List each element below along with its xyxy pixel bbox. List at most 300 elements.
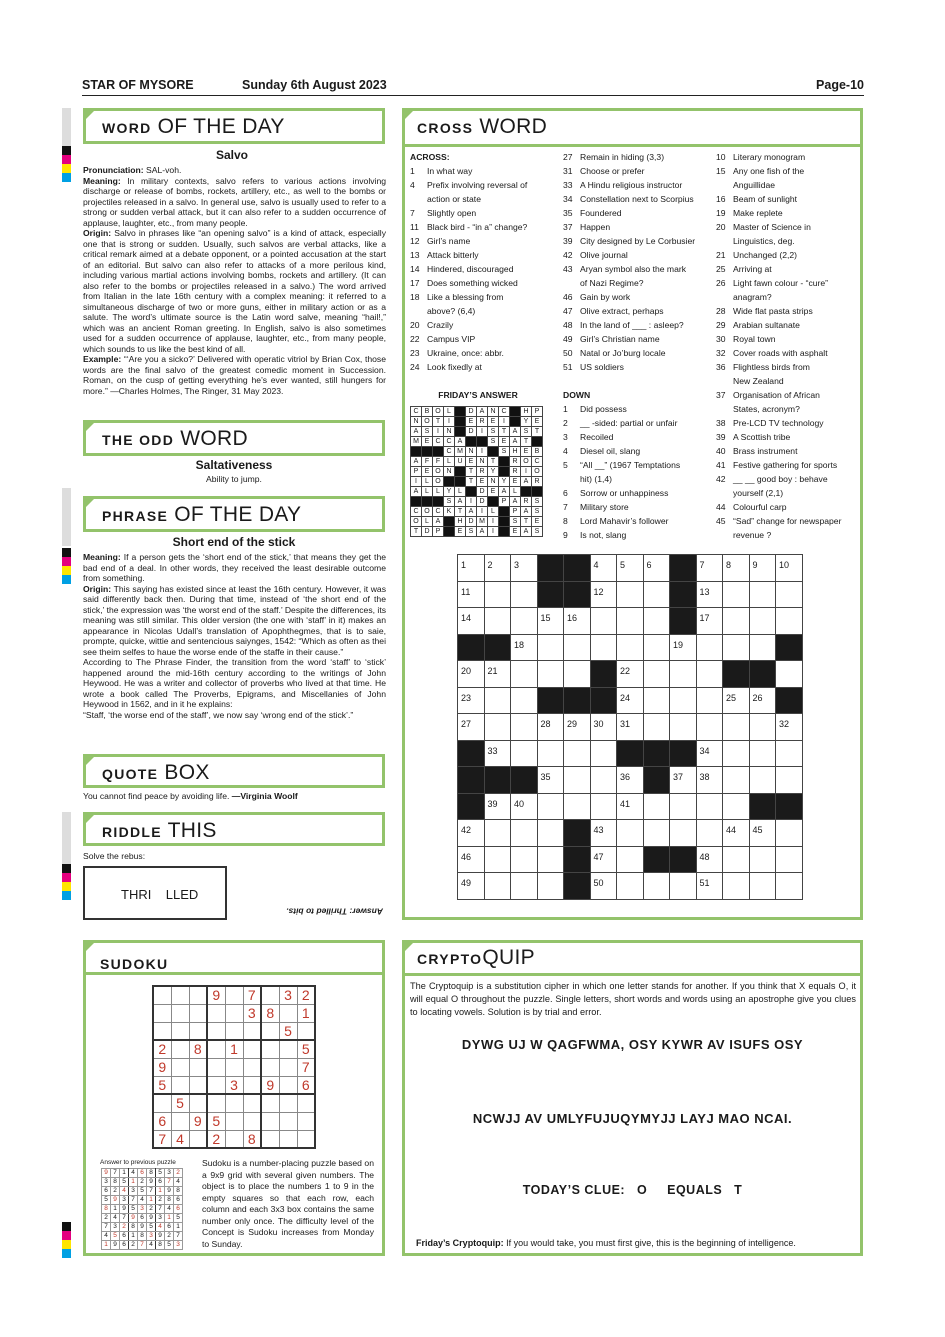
answer-cell: 8 <box>138 1232 147 1241</box>
sudoku-cell[interactable] <box>189 1022 207 1040</box>
sudoku-cell[interactable]: 2 <box>153 1040 171 1058</box>
sudoku-cell[interactable] <box>189 1130 207 1148</box>
crossword-cell[interactable] <box>749 767 776 794</box>
crossword-cell[interactable] <box>537 634 564 661</box>
crossword-cell[interactable] <box>484 687 511 714</box>
crossword-cell[interactable]: 43 <box>590 820 617 847</box>
sudoku-cell[interactable] <box>297 1112 315 1130</box>
sudoku-cell[interactable] <box>207 1004 225 1022</box>
crossword-cell[interactable] <box>617 820 644 847</box>
crossword-cell[interactable]: 41 <box>617 793 644 820</box>
answer-cell: R <box>477 467 488 477</box>
crossword-cell[interactable] <box>749 873 776 900</box>
crossword-cell[interactable]: 21 <box>484 661 511 688</box>
sudoku-cell[interactable] <box>153 1004 171 1022</box>
odd-word-heading: THE ODD WORD <box>83 420 385 456</box>
crossword-cell[interactable]: 12 <box>590 581 617 608</box>
crossword-cell[interactable]: 27 <box>458 714 485 741</box>
answer-cell: T <box>521 437 532 447</box>
sudoku-cell[interactable] <box>261 1130 279 1148</box>
sudoku-cell[interactable]: 2 <box>207 1130 225 1148</box>
crossword-cell[interactable] <box>590 634 617 661</box>
sudoku-cell[interactable] <box>225 1112 243 1130</box>
sudoku-cell[interactable]: 7 <box>153 1130 171 1148</box>
cryptoquip-section: CRYPTOQUIP <box>402 940 863 1256</box>
answer-cell: T <box>411 527 422 537</box>
answer-cell: 3 <box>102 1178 111 1187</box>
clue: 23 Ukraine, once: abbr. <box>410 348 504 358</box>
crossword-cell[interactable]: 46 <box>458 846 485 873</box>
crossword-cell[interactable]: 33 <box>484 740 511 767</box>
sudoku-cell[interactable]: 5 <box>297 1040 315 1058</box>
crossword-cell[interactable] <box>670 873 697 900</box>
answer-cell: 2 <box>147 1205 156 1214</box>
sudoku-cell[interactable]: 2 <box>297 986 315 1004</box>
sudoku-cell[interactable] <box>171 1004 189 1022</box>
margin-bar <box>62 812 71 864</box>
crossword-cell[interactable] <box>696 661 723 688</box>
sudoku-cell[interactable] <box>297 1094 315 1112</box>
sudoku-cell[interactable] <box>207 1058 225 1076</box>
crossword-cell[interactable] <box>564 767 591 794</box>
sudoku-cell[interactable] <box>171 1058 189 1076</box>
odd-word-term: Saltativeness <box>195 458 273 472</box>
crossword-cell[interactable]: 14 <box>458 608 485 635</box>
answer-cell: A <box>499 487 510 497</box>
answer-cell: O <box>532 467 543 477</box>
crossword-cell[interactable] <box>749 740 776 767</box>
crossword-cell[interactable] <box>723 634 750 661</box>
crossword-cell[interactable]: 47 <box>590 846 617 873</box>
answer-cell: O <box>422 507 433 517</box>
crossword-cell[interactable] <box>590 793 617 820</box>
crossword-cell[interactable] <box>511 581 538 608</box>
crossword-cell[interactable]: 32 <box>776 714 803 741</box>
answer-cell: 5 <box>138 1187 147 1196</box>
crossword-cell[interactable] <box>670 820 697 847</box>
clue: 3 Recoiled <box>563 432 614 442</box>
crossword-cell[interactable] <box>723 714 750 741</box>
black-square <box>670 846 697 873</box>
crossword-cell[interactable] <box>564 661 591 688</box>
crossword-cell[interactable]: 34 <box>696 740 723 767</box>
answer-cell: 1 <box>129 1232 138 1241</box>
crossword-cell[interactable] <box>643 714 670 741</box>
sudoku-cell[interactable] <box>153 1022 171 1040</box>
crossword-cell[interactable] <box>776 873 803 900</box>
crossword-cell[interactable] <box>537 846 564 873</box>
crossword-cell[interactable]: 2 <box>484 555 511 582</box>
black-square <box>564 555 591 582</box>
crossword-cell[interactable] <box>643 793 670 820</box>
cryptoquip-intro: The Cryptoquip is a substitution cipher in which one letter stands for another. If you think that X equals O, it will equal O throughout the puzzle. Single letters, short words and words using an apostrophe give you clues to locating vowels. Solution is by trial and error. <box>410 981 856 1017</box>
crossword-cell[interactable] <box>511 714 538 741</box>
crossword-cell[interactable] <box>696 714 723 741</box>
answer-cell: S <box>422 427 433 437</box>
sudoku-cell[interactable] <box>207 1076 225 1094</box>
crossword-cell[interactable] <box>696 793 723 820</box>
rebus-box: THRI LLED <box>83 866 227 920</box>
crossword-cell[interactable] <box>484 714 511 741</box>
clue: 7 Military store <box>563 502 629 512</box>
clue: 4 Prefix involving reversal of <box>410 180 528 190</box>
sudoku-cell[interactable] <box>189 986 207 1004</box>
answer-cell: 2 <box>111 1187 120 1196</box>
sudoku-cell[interactable] <box>207 1040 225 1058</box>
black-square <box>537 687 564 714</box>
crossword-cell[interactable] <box>511 661 538 688</box>
crossword-cell[interactable] <box>723 767 750 794</box>
crossword-cell[interactable] <box>564 793 591 820</box>
crossword-cell[interactable] <box>723 581 750 608</box>
crossword-cell[interactable] <box>723 740 750 767</box>
sudoku-cell[interactable] <box>171 1076 189 1094</box>
clue: 37 Happen <box>563 222 611 232</box>
crossword-cell[interactable] <box>776 581 803 608</box>
clue: 42 __ __ good boy : behave <box>716 474 828 484</box>
answer-cell: E <box>455 527 466 537</box>
sudoku-cell[interactable]: 9 <box>261 1076 279 1094</box>
crossword-cell[interactable]: 39 <box>484 793 511 820</box>
sudoku-cell[interactable] <box>243 1058 261 1076</box>
crossword-cell[interactable] <box>696 687 723 714</box>
sudoku-cell[interactable]: 4 <box>171 1130 189 1148</box>
crossword-cell[interactable]: 18 <box>511 634 538 661</box>
crossword-cell[interactable] <box>617 873 644 900</box>
crossword-cell[interactable] <box>776 608 803 635</box>
crossword-cell[interactable]: 44 <box>723 820 750 847</box>
sudoku-cell[interactable] <box>243 1040 261 1058</box>
sudoku-cell[interactable] <box>261 1058 279 1076</box>
sudoku-cell[interactable] <box>279 1112 297 1130</box>
sudoku-cell[interactable] <box>189 1004 207 1022</box>
crossword-cell[interactable] <box>537 740 564 767</box>
crossword-cell[interactable]: 28 <box>537 714 564 741</box>
crossword-cell[interactable]: 35 <box>537 767 564 794</box>
sudoku-cell[interactable] <box>171 1112 189 1130</box>
crossword-cell[interactable] <box>511 608 538 635</box>
answer-cell <box>488 447 499 457</box>
crossword-cell[interactable]: 22 <box>617 661 644 688</box>
crossword-cell[interactable] <box>723 608 750 635</box>
crossword-cell[interactable] <box>749 634 776 661</box>
answer-cell: I <box>477 447 488 457</box>
sudoku-cell[interactable]: 8 <box>243 1130 261 1148</box>
sudoku-cell[interactable] <box>225 1130 243 1148</box>
sudoku-cell[interactable] <box>279 1004 297 1022</box>
crossword-cell[interactable] <box>484 846 511 873</box>
crossword-cell[interactable] <box>617 634 644 661</box>
crossword-cell[interactable] <box>749 581 776 608</box>
sudoku-cell[interactable]: 7 <box>243 986 261 1004</box>
crossword-cell[interactable]: 30 <box>590 714 617 741</box>
friday-answer-grid <box>410 406 543 537</box>
crossword-cell[interactable] <box>484 820 511 847</box>
crossword-cell[interactable]: 42 <box>458 820 485 847</box>
crossword-cell[interactable]: 29 <box>564 714 591 741</box>
clue: 43 Aryan symbol also the mark <box>563 264 687 274</box>
clue: 6 Sorrow or unhappiness <box>563 488 669 498</box>
answer-cell: 1 <box>165 1214 174 1223</box>
sudoku-cell[interactable]: 9 <box>189 1112 207 1130</box>
crossword-cell[interactable]: 9 <box>749 555 776 582</box>
crossword-cell[interactable]: 20 <box>458 661 485 688</box>
sudoku-cell[interactable] <box>171 986 189 1004</box>
sudoku-cell[interactable]: 9 <box>207 986 225 1004</box>
crossword-cell[interactable]: 1 <box>458 555 485 582</box>
answer-cell: 8 <box>111 1178 120 1187</box>
crossword-cell[interactable]: 13 <box>696 581 723 608</box>
crossword-cell[interactable]: 11 <box>458 581 485 608</box>
crossword-cell[interactable] <box>590 608 617 635</box>
clue: 17 Does something wicked <box>410 278 518 288</box>
crossword-cell[interactable]: 40 <box>511 793 538 820</box>
crossword-cell[interactable] <box>776 846 803 873</box>
answer-cell: C <box>411 407 422 417</box>
crossword-cell[interactable]: 4 <box>590 555 617 582</box>
sudoku-cell[interactable]: 8 <box>189 1040 207 1058</box>
answer-cell: L <box>488 507 499 517</box>
crossword-cell[interactable] <box>643 608 670 635</box>
crossword-cell[interactable]: 25 <box>723 687 750 714</box>
sudoku-cell[interactable] <box>261 1040 279 1058</box>
answer-cell: E <box>532 517 543 527</box>
clue: States, acronym? <box>733 404 800 414</box>
crossword-cell[interactable]: 31 <box>617 714 644 741</box>
sudoku-cell[interactable] <box>261 986 279 1004</box>
sudoku-cell[interactable] <box>279 1058 297 1076</box>
crossword-cell[interactable] <box>696 634 723 661</box>
crossword-cell[interactable] <box>617 608 644 635</box>
answer-cell: 9 <box>129 1214 138 1223</box>
sudoku-cell[interactable]: 5 <box>153 1076 171 1094</box>
answer-cell: N <box>444 467 455 477</box>
sudoku-cell[interactable] <box>297 1022 315 1040</box>
crossword-cell[interactable] <box>749 608 776 635</box>
crossword-cell[interactable] <box>643 581 670 608</box>
answer-cell: 1 <box>156 1187 165 1196</box>
sudoku-cell[interactable]: 8 <box>261 1004 279 1022</box>
crossword-cell[interactable]: 19 <box>670 634 697 661</box>
crossword-cell[interactable] <box>484 581 511 608</box>
sudoku-cell[interactable] <box>279 1130 297 1148</box>
sudoku-cell[interactable] <box>189 1076 207 1094</box>
crossword-cell[interactable] <box>643 661 670 688</box>
paper-name: STAR OF MYSORE <box>82 78 194 92</box>
sudoku-cell[interactable] <box>261 1112 279 1130</box>
crossword-cell[interactable] <box>670 687 697 714</box>
crossword-cell[interactable] <box>643 687 670 714</box>
crossword-cell[interactable] <box>511 873 538 900</box>
black-square <box>564 581 591 608</box>
crossword-cell[interactable] <box>590 767 617 794</box>
crossword-cell[interactable]: 37 <box>670 767 697 794</box>
answer-cell: F <box>422 457 433 467</box>
crossword-cell[interactable]: 38 <box>696 767 723 794</box>
black-square <box>564 846 591 873</box>
crossword-cell[interactable] <box>696 820 723 847</box>
answer-cell <box>444 477 455 487</box>
clue: 41 Festive gathering for sports <box>716 460 838 470</box>
sudoku-cell[interactable]: 7 <box>297 1058 315 1076</box>
crossword-cell[interactable] <box>643 820 670 847</box>
crossword-cell[interactable] <box>776 820 803 847</box>
crossword-cell[interactable]: 48 <box>696 846 723 873</box>
answer-cell: C <box>499 407 510 417</box>
crossword-cell[interactable]: 36 <box>617 767 644 794</box>
crossword-cell[interactable]: 16 <box>564 608 591 635</box>
crossword-cell[interactable] <box>749 714 776 741</box>
sudoku-cell[interactable] <box>171 1040 189 1058</box>
answer-cell: A <box>433 517 444 527</box>
crossword-cell[interactable]: 26 <box>749 687 776 714</box>
crossword-cell[interactable] <box>749 846 776 873</box>
crossword-cell[interactable] <box>537 661 564 688</box>
answer-cell: C <box>411 507 422 517</box>
sudoku-cell[interactable]: 1 <box>225 1040 243 1058</box>
sudoku-cell[interactable] <box>279 1094 297 1112</box>
clue: 14 Hindered, discouraged <box>410 264 514 274</box>
crossword-cell[interactable] <box>723 846 750 873</box>
sudoku-cell[interactable]: 5 <box>207 1112 225 1130</box>
answer-cell: K <box>444 507 455 517</box>
sudoku-cell[interactable] <box>243 1022 261 1040</box>
crossword-cell[interactable]: 50 <box>590 873 617 900</box>
answer-cell: D <box>422 527 433 537</box>
crossword-cell[interactable] <box>537 820 564 847</box>
answer-cell: A <box>510 437 521 447</box>
sudoku-cell[interactable] <box>207 1094 225 1112</box>
crossword-cell[interactable] <box>723 793 750 820</box>
answer-cell: B <box>532 447 543 457</box>
crossword-cell[interactable] <box>537 793 564 820</box>
crossword-cell[interactable] <box>484 608 511 635</box>
clue: 44 Colourful carp <box>716 502 787 512</box>
crossword-cell[interactable] <box>670 714 697 741</box>
sudoku-cell[interactable] <box>189 1058 207 1076</box>
clue: 51 US soldiers <box>563 362 624 372</box>
sudoku-cell[interactable] <box>243 1112 261 1130</box>
black-square <box>590 661 617 688</box>
sudoku-cell[interactable] <box>225 986 243 1004</box>
answer-cell: 5 <box>111 1232 120 1241</box>
sudoku-cell[interactable] <box>153 986 171 1004</box>
crossword-cell[interactable] <box>776 661 803 688</box>
answer-cell: O <box>433 477 444 487</box>
previous-answer-label: Answer to previous puzzle <box>100 1159 176 1166</box>
sudoku-cell[interactable]: 3 <box>279 986 297 1004</box>
answer-cell: S <box>510 517 521 527</box>
sudoku-cell[interactable] <box>225 1004 243 1022</box>
answer-cell: M <box>477 517 488 527</box>
crossword-cell[interactable]: 6 <box>643 555 670 582</box>
answer-cell: T <box>466 467 477 477</box>
crossword-cell[interactable] <box>590 740 617 767</box>
crossword-cell[interactable] <box>564 740 591 767</box>
issue-date: Sunday 6th August 2023 <box>242 78 387 92</box>
sudoku-cell[interactable]: 5 <box>279 1022 297 1040</box>
sudoku-cell[interactable] <box>243 1076 261 1094</box>
answer-cell: L <box>433 487 444 497</box>
crossword-cell[interactable] <box>511 820 538 847</box>
sudoku-cell[interactable]: 1 <box>297 1004 315 1022</box>
crossword-cell[interactable] <box>670 661 697 688</box>
sudoku-cell[interactable] <box>225 1058 243 1076</box>
sudoku-cell[interactable] <box>189 1094 207 1112</box>
sudoku-cell[interactable] <box>171 1022 189 1040</box>
answer-cell: I <box>488 517 499 527</box>
crossword-cell[interactable]: 7 <box>696 555 723 582</box>
sudoku-cell[interactable]: 3 <box>225 1076 243 1094</box>
answer-cell: N <box>411 417 422 427</box>
sudoku-cell[interactable] <box>225 1094 243 1112</box>
crossword-cell[interactable] <box>776 740 803 767</box>
crossword-cell[interactable] <box>511 687 538 714</box>
sudoku-cell[interactable]: 3 <box>243 1004 261 1022</box>
crossword-cell[interactable] <box>643 634 670 661</box>
sudoku-cell[interactable]: 6 <box>153 1112 171 1130</box>
answer-cell: 1 <box>129 1178 138 1187</box>
crossword-cell[interactable]: 45 <box>749 820 776 847</box>
crossword-cell[interactable] <box>617 581 644 608</box>
sudoku-cell[interactable]: 6 <box>297 1076 315 1094</box>
crossword-cell[interactable]: 24 <box>617 687 644 714</box>
crossword-cell[interactable] <box>484 873 511 900</box>
answer-cell <box>411 447 422 457</box>
crossword-cell[interactable] <box>670 793 697 820</box>
crossword-cell[interactable]: 23 <box>458 687 485 714</box>
sudoku-cell[interactable] <box>261 1094 279 1112</box>
sudoku-cell[interactable] <box>261 1022 279 1040</box>
crossword-cell[interactable]: 15 <box>537 608 564 635</box>
crossword-cell[interactable] <box>776 767 803 794</box>
sudoku-cell[interactable] <box>225 1022 243 1040</box>
crossword-cell[interactable]: 5 <box>617 555 644 582</box>
answer-cell: T <box>499 427 510 437</box>
crossword-cell[interactable] <box>511 846 538 873</box>
sudoku-cell[interactable] <box>297 1130 315 1148</box>
answer-cell: 7 <box>102 1223 111 1232</box>
crossword-cell[interactable]: 17 <box>696 608 723 635</box>
answer-cell: I <box>499 417 510 427</box>
crossword-cell[interactable]: 3 <box>511 555 538 582</box>
sudoku-cell[interactable] <box>279 1076 297 1094</box>
answer-cell: A <box>466 507 477 517</box>
crossword-cell[interactable]: 51 <box>696 873 723 900</box>
crossword-cell[interactable] <box>643 873 670 900</box>
sudoku-cell[interactable] <box>279 1040 297 1058</box>
sudoku-cell[interactable]: 9 <box>153 1058 171 1076</box>
sudoku-cell[interactable] <box>243 1094 261 1112</box>
clue: 19 Make replete <box>716 208 783 218</box>
crossword-cell[interactable] <box>617 846 644 873</box>
sudoku-cell[interactable] <box>207 1022 225 1040</box>
sudoku-cell[interactable]: 5 <box>171 1094 189 1112</box>
answer-cell: A <box>521 507 532 517</box>
crossword-cell[interactable] <box>511 740 538 767</box>
crossword-cell[interactable] <box>723 873 750 900</box>
answer-cell <box>455 427 466 437</box>
crossword-cell[interactable] <box>564 634 591 661</box>
crossword-cell[interactable]: 8 <box>723 555 750 582</box>
clue: 20 Crazily <box>410 320 454 330</box>
crossword-cell[interactable]: 49 <box>458 873 485 900</box>
answer-cell: A <box>411 457 422 467</box>
crossword-cell[interactable] <box>537 873 564 900</box>
sudoku-section: SUDOKU <box>83 940 385 1256</box>
sudoku-cell[interactable] <box>153 1094 171 1112</box>
crossword-cell[interactable]: 10 <box>776 555 803 582</box>
